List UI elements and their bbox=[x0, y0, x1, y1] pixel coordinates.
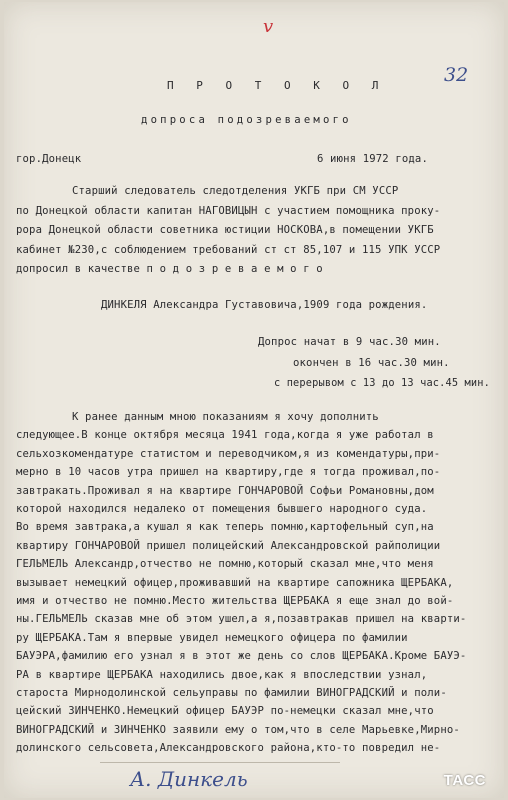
body_lines-line: сельхозкомендатуре статистом и переводчиком,я из комендатуры,при- bbox=[16, 447, 441, 460]
body_lines-line: БАУЭРА,фамилию его узнал я в этот же день со слов ЩЕРБАКА.Кроме БАУЭ- bbox=[16, 650, 467, 663]
body_lines-line: К ранее данным мною показаниям я хочу дополнить bbox=[72, 411, 379, 423]
body_lines-line: следующее.В конце октября месяца 1941 года,когда я уже работал в bbox=[16, 429, 434, 442]
document-title: П Р О Т О К О Л bbox=[167, 79, 387, 92]
intro_lines-line: кабинет №230,с соблюдением требований ст ст 85,107 и 115 УПК УССР bbox=[16, 243, 441, 256]
body_lines-line: завтракать.Проживал я на квартире ГОНЧАРОВОЙ Софьи Романовны,дом bbox=[16, 484, 434, 497]
city: гор.Донецк bbox=[16, 153, 82, 165]
intro_lines-line: по Донецкой области капитан НАГОВИЦЫН с участием помощника проку- bbox=[16, 204, 441, 217]
body_lines-line: имя и отчество не помню.Место жительства ЩЕРБАКА я еще знал до вой- bbox=[16, 595, 454, 607]
body_lines-line: вызывает немецкий офицер,проживавший на квартире сапожника ЩЕРБАКА, bbox=[16, 576, 454, 589]
time-break: с перерывом с 13 до 13 час.45 мин. bbox=[274, 377, 490, 389]
body_lines-line: РА в квартире ЩЕРБАКА находились двое,как я впоследствии узнал, bbox=[16, 668, 428, 681]
body_lines-line: староста Мирнодолинской сельуправы по фамилии ВИНОГРАДСКИЙ и поли- bbox=[16, 687, 447, 699]
body_lines-line: ВИНОГРАДСКИЙ и ЗИНЧЕНКО заявили ему о том,что в селе Марьевке,Мирно- bbox=[16, 723, 460, 736]
body_lines-line: которой находился недалеко от помещения бывшего народного суда. bbox=[16, 503, 428, 515]
body_lines-line: ру ЩЕРБАКА.Там я впервые увидел немецкого офицера по фамилии bbox=[16, 631, 408, 644]
intro_lines-line: допросил в качестве п о д о з р е в а е м о г о bbox=[16, 263, 323, 275]
date: 6 июня 1972 года. bbox=[317, 153, 428, 165]
red-check-mark: v bbox=[263, 16, 274, 37]
body_lines-line: квартиру ГОНЧАРОВОЙ пришел полицейский Александровской райполиции bbox=[16, 539, 441, 552]
body_lines-line: цейский ЗИНЧЕНКО.Немецкий офицер БАУЭР по-немецки сказал мне,что bbox=[16, 705, 434, 718]
time-start: Допрос начат в 9 час.30 мин. bbox=[258, 336, 441, 348]
suspect-name: ДИНКЕЛЯ Александра Густавовича,1909 года рождения. bbox=[101, 299, 428, 311]
body_lines-line: Во время завтрака,а кушал я как теперь помню,картофельный суп,на bbox=[16, 521, 434, 534]
body_lines-line: мерно в 10 часов утра пришел на квартиру,где я тогда проживал,по- bbox=[16, 466, 441, 479]
body_lines-line: ГЕЛЬМЕЛЬ Александр,отчество не помню,который сказал мне,что меня bbox=[16, 558, 434, 571]
body_lines-line: ны.ГЕЛЬМЕЛЬ сказав мне об этом ушел,а я,позавтракав пришел на кварти- bbox=[16, 613, 467, 626]
document-subtitle: допроса подозреваемого bbox=[141, 114, 352, 126]
signature-area bbox=[100, 762, 340, 799]
intro_lines-line: Старший следователь следотделения УКГБ при СМ УССР bbox=[72, 185, 399, 197]
signature: А. Динкель bbox=[130, 767, 248, 791]
document-page bbox=[4, 2, 504, 798]
tass-watermark: ТАСС bbox=[443, 772, 486, 789]
intro_lines-line: рора Донецкой области советника юстиции НОСКОВА,в помещении УКГБ bbox=[16, 224, 434, 236]
time-end: окончен в 16 час.30 мин. bbox=[293, 357, 450, 369]
body_lines-line: долинского сельсовета,Александровского района,кто-то повредил не- bbox=[16, 742, 441, 755]
page-number: 32 bbox=[444, 64, 469, 86]
